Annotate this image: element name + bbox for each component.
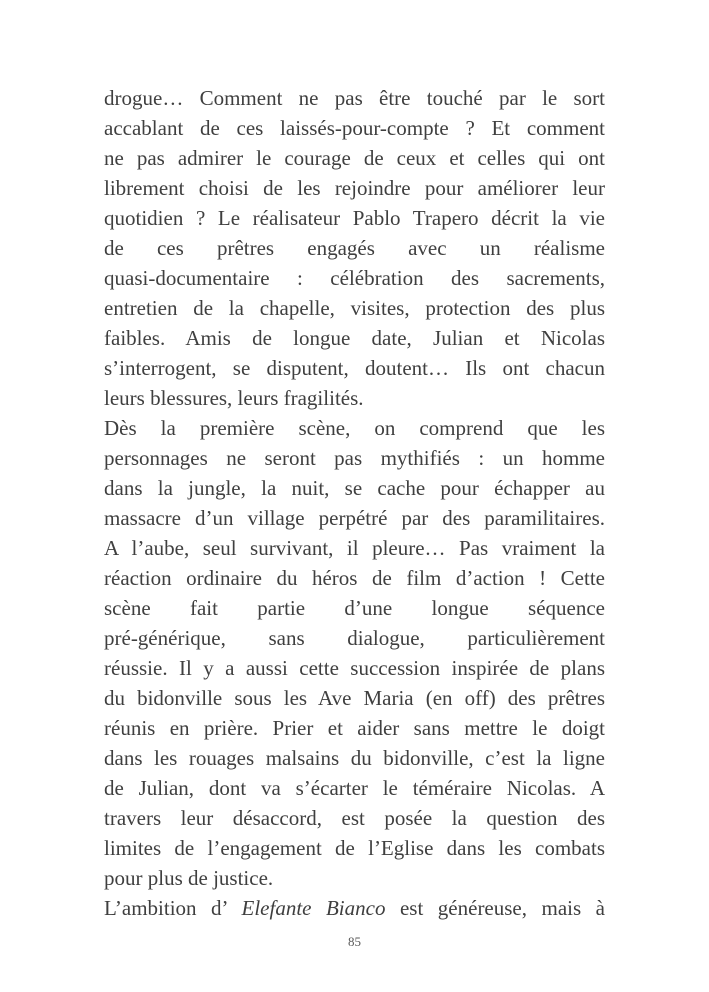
- text-line: dans la jungle, la nuit, se cache pour échapper au: [104, 476, 605, 500]
- text-line: personnages ne seront pas mythifiés : un homme: [104, 446, 605, 470]
- paragraph: [104, 83, 605, 413]
- text-line: limites de l’engagement de l’Eglise dans les combats: [104, 836, 605, 860]
- text-line: Dès la première scène, on comprend que les: [104, 416, 605, 440]
- text-line: scène fait partie d’une longue séquence: [104, 596, 605, 620]
- text-line: du bidonville sous les Ave Maria (en off) des prêtres: [104, 686, 605, 710]
- text-line: ne pas admirer le courage de ceux et celles qui ont: [104, 146, 605, 170]
- text-line: pré-générique, sans dialogue, particulièrement: [104, 626, 605, 650]
- text-line: entretien de la chapelle, visites, protection des plus: [104, 296, 605, 320]
- text-line: s’interrogent, se disputent, doutent… Ils ont chacun: [104, 356, 605, 380]
- text-line: librement choisi de les rejoindre pour améliorer leur: [104, 176, 605, 200]
- text-line: drogue… Comment ne pas être touché par le sort: [104, 86, 605, 110]
- text-line: quotidien ? Le réalisateur Pablo Trapero décrit la vie: [104, 206, 605, 230]
- text-run: est généreuse, mais à: [385, 896, 605, 920]
- text-line: accablant de ces laissés-pour-compte ? Et comment: [104, 116, 605, 140]
- text-line: pour plus de justice.: [104, 866, 274, 890]
- text-line: travers leur désaccord, est posée la question des: [104, 806, 605, 830]
- text-line: de ces prêtres engagés avec un réalisme: [104, 236, 605, 260]
- page-number: 85: [348, 934, 361, 949]
- text-line: A l’aube, seul survivant, il pleure… Pas vraiment la: [104, 536, 605, 560]
- text-line: réaction ordinaire du héros de film d’action ! Cette: [104, 566, 605, 590]
- text-line: [104, 893, 605, 923]
- text-run: L’ambition d’: [104, 896, 242, 920]
- paragraph: [104, 893, 605, 923]
- text-line: massacre d’un village perpétré par des paramilitaires.: [104, 506, 605, 530]
- text-line: réussie. Il y a aussi cette succession inspirée de plans: [104, 656, 605, 680]
- film-title-italic: Elefante Bianco: [241, 896, 386, 920]
- text-line: leurs blessures, leurs fragilités.: [104, 386, 364, 410]
- paragraph: [104, 413, 605, 893]
- text-line: dans les rouages malsains du bidonville, c’est la ligne: [104, 746, 605, 770]
- text-line: quasi-documentaire : célébration des sacrements,: [104, 266, 605, 290]
- text-line: faibles. Amis de longue date, Julian et Nicolas: [104, 326, 605, 350]
- text-line: de Julian, dont va s’écarter le téméraire Nicolas. A: [104, 776, 605, 800]
- page-text: [104, 83, 605, 923]
- text-line: réunis en prière. Prier et aider sans mettre le doigt: [104, 716, 605, 740]
